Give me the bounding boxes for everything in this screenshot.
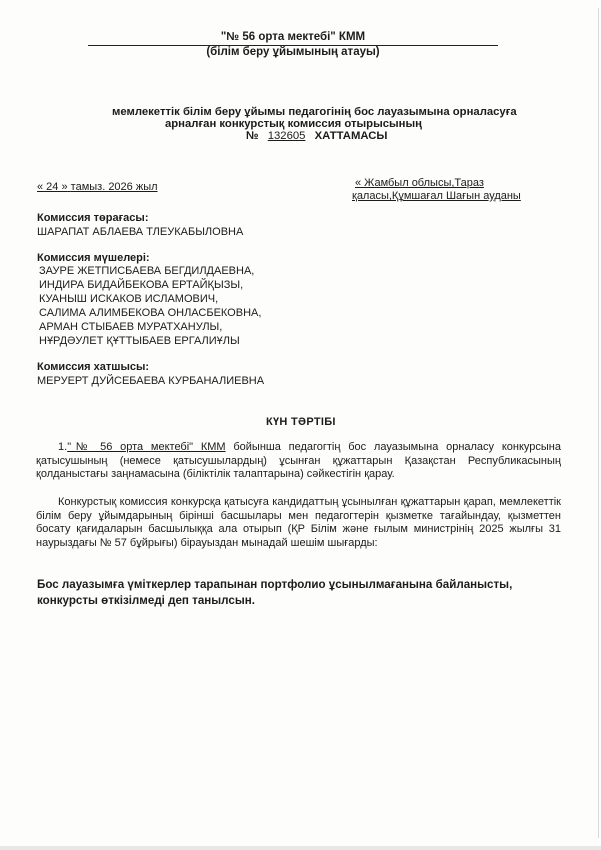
protocol-number-line (246, 130, 387, 142)
agenda-item (36, 441, 561, 482)
secretary-name: МЕРУЕРТ ДУЙСЕБАЕВА КУРБАНАЛИЕВНА (37, 375, 265, 387)
member-name: АРМАН СТЫБАЕВ МУРАТХАНУЛЫ, (39, 321, 223, 333)
number-sign: № (246, 130, 259, 142)
date-day: « 24 » (37, 181, 68, 193)
decision-paragraph (36, 496, 561, 550)
organization-name: "№ 56 орта мектебі" КММ (220, 31, 366, 43)
decision-text: Конкурстық комиссия конкурсқа қатысуға кандидаттың ұсынылған құжаттарын қарап, мемлекеттік білім беру ұйымдарының бірінші басшылары мен педагогтерін қызметке тағайындау, қызметтен босату қағидаларын басшылыққа ала отырып (ҚР Білім және ғылым министрінің 2025 жылғы 31 наурыздағы № 57 бұйрығы) бірауыздан мынадай шешім шығарды: (36, 496, 561, 549)
chair-name: ШАРАПАТ АБЛАЕВА ТЛЕУКАБЫЛОВНА (37, 226, 244, 238)
place-line1: « Жамбыл облысы,Тараз (355, 177, 484, 189)
member-name: НҰРДӘУЛЕТ ҚҰТТЫБАЕВ ЕРГАЛИҰЛЫ (39, 335, 240, 347)
protocol-number: 132605 (267, 130, 306, 142)
protocol-word: ХАТТАМАСЫ (314, 130, 388, 142)
decision-final: Бос лауазымға үміткерлер тарапынан портфолио ұсынылмағанына байланысты, конкурсты өткізілмеді деп танылсын. (37, 578, 513, 607)
agenda-item-number: 1. (58, 441, 68, 453)
chair-label: Комиссия төрағасы: (37, 212, 149, 224)
member-name: САЛИМА АЛИМБЕКОВА ОНЛАСБЕКОВНА, (39, 307, 262, 319)
protocol-title-line1: мемлекеттік білім беру ұйымы педагогінің бос лауазымына орналасуға (112, 106, 517, 118)
agenda-heading: КҮН ТӘРТІБІ (266, 416, 336, 428)
date-rest: тамыз. 2026 жыл (70, 181, 158, 193)
member-name: ЗАУРЕ ЖЕТПИСБАЕВА БЕГДИЛДАЕВНА, (39, 265, 255, 277)
member-name: КУАНЫШ ИСКАКОВ ИСЛАМОВИЧ, (39, 293, 219, 305)
secretary-label: Комиссия хатшысы: (37, 361, 150, 373)
protocol-title-line2: арналған конкурстық комиссия отырысының (165, 118, 422, 130)
agenda-item-text: бойынша педагогтің бос лауазымына орналасу конкурсына қатысушының (немесе қатысушылардың) ұсынған құжаттарын Қазақстан Республикасының қолданыстағы заңнамасына (біліктілік талаптарына) сәйкестігін қарау. (36, 441, 561, 481)
place-line2: қаласы,Құмшағал Шағын ауданы (352, 190, 521, 202)
protocol-date (37, 181, 158, 193)
paper-bottom-edge (0, 846, 601, 850)
organization-caption: (білім беру ұйымының атауы) (206, 46, 380, 58)
agenda-item-org: "№ 56 орта мектебі" КММ (67, 441, 226, 453)
paper-edge (598, 8, 599, 838)
members-label: Комиссия мүшелері: (37, 252, 150, 264)
member-name: ИНДИРА БИДАЙБЕКОВА ЕРТАЙҚЫЗЫ, (39, 279, 244, 291)
